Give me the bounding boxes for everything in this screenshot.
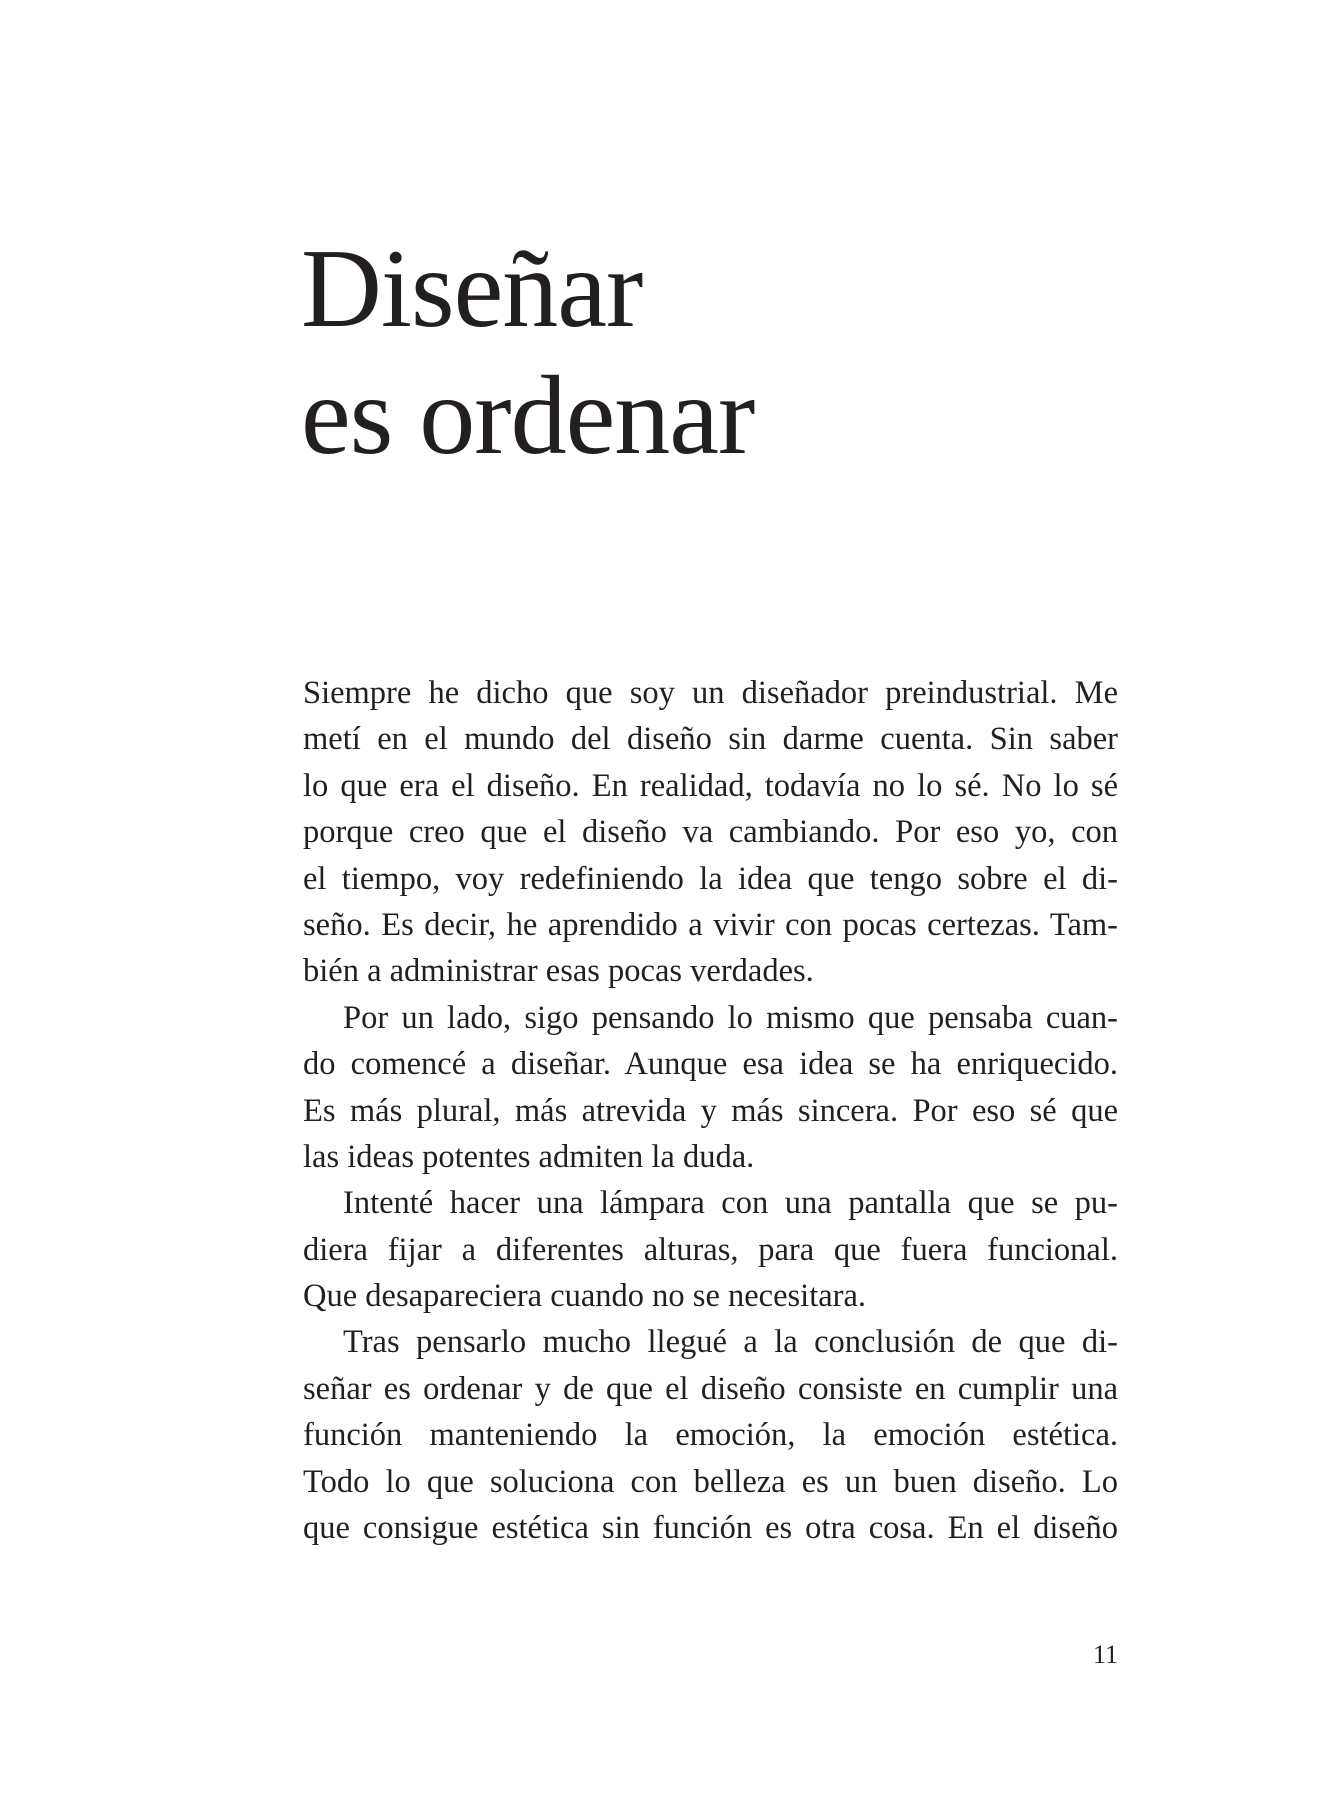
chapter-title — [301, 226, 1201, 480]
text-line: función manteniendo la emoción, la emoción estética. — [303, 1417, 1118, 1454]
text-line: las ideas potentes admiten la duda. — [303, 1138, 755, 1175]
text-line: diera fijar a diferentes alturas, para que fuera funcional. — [303, 1231, 1118, 1268]
chapter-title-line-1: Diseñar — [301, 227, 643, 351]
text-line: do comencé a diseñar. Aunque esa idea se ha enriquecido. — [303, 1046, 1118, 1083]
text-line: Intenté hacer una lámpara con una pantalla que se pu- — [343, 1185, 1118, 1222]
text-line: Todo lo que soluciona con belleza es un buen diseño. Lo — [303, 1463, 1118, 1500]
text-line: Por un lado, sigo pensando lo mismo que pensaba cuan- — [343, 999, 1118, 1036]
text-line: el tiempo, voy redefiniendo la idea que tengo sobre el di- — [303, 860, 1118, 897]
chapter-title-line-2: es ordenar — [301, 354, 755, 478]
text-line: Siempre he dicho que soy un diseñador preindustrial. Me — [303, 675, 1118, 711]
text-line: porque creo que el diseño va cambiando. Por eso yo, con — [303, 814, 1118, 851]
text-line: Tras pensarlo mucho llegué a la conclusión de que di- — [343, 1324, 1118, 1361]
text-line: lo que era el diseño. En realidad, todavía no lo sé. No lo sé — [303, 767, 1118, 804]
text-line: seño. Es decir, he aprendido a vivir con pocas certezas. Tam- — [303, 906, 1118, 943]
body-text — [303, 670, 1118, 1551]
text-line: Que desapareciera cuando no se necesitara. — [303, 1278, 867, 1315]
text-line: señar es ordenar y de que el diseño consiste en cumplir una — [303, 1370, 1118, 1407]
text-line: metí en el mundo del diseño sin darme cuenta. Sin saber — [303, 721, 1118, 758]
text-line: que consigue estética sin función es otra cosa. En el diseño — [303, 1510, 1118, 1547]
page-number: 11 — [1092, 1640, 1118, 1669]
text-line: Es más plural, más atrevida y más sincera. Por eso sé que — [303, 1092, 1118, 1129]
text-line: bién a administrar esas pocas verdades. — [303, 953, 814, 990]
